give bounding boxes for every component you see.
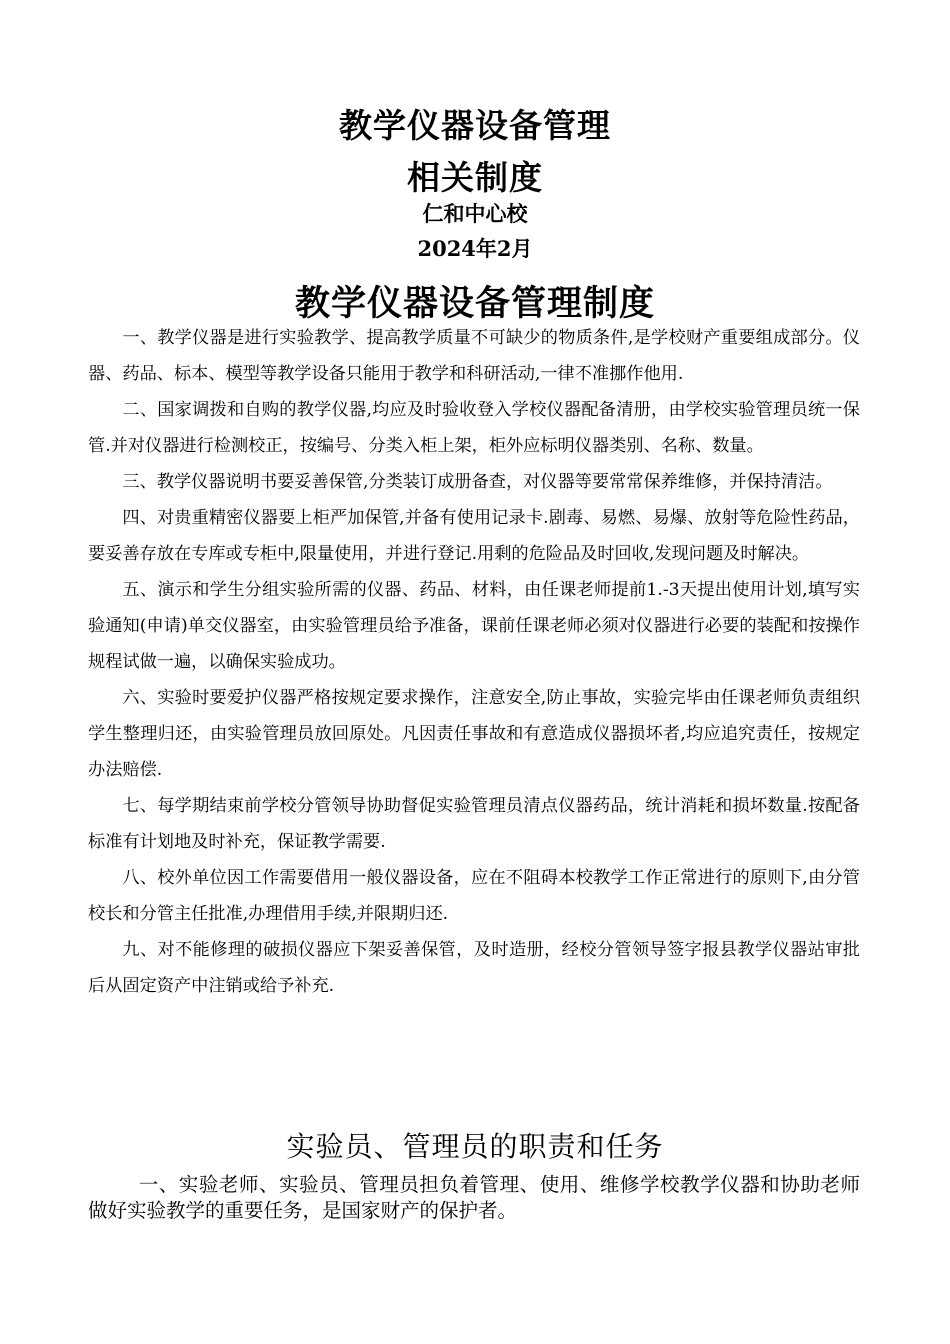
section1-paragraph-1: 一、教学仪器是进行实验教学、提高教学质量不可缺少的物质条件,是学校财产重要组成部分。仪器、药品、标本、模型等教学设备只能用于教学和科研活动,一律不准挪作他用. xyxy=(88,328,860,384)
section1-paragraph-7: 七、每学期结束前学校分管领导协助督促实验管理员清点仪器药品，统计消耗和损坏数量.按配备标准有计划地及时补充，保证教学需要. xyxy=(88,796,860,852)
section1-body xyxy=(88,320,860,1004)
section1-heading: 教学仪器设备管理制度 xyxy=(294,283,655,324)
section1-paragraph-4: 四、对贵重精密仪器要上柜严加保管,并备有使用记录卡.剧毒、易燃、易爆、放射等危险性药品，要妥善存放在专库或专柜中,限量使用，并进行登记.用剩的危险品及时回收,发现问题及时解决。 xyxy=(88,508,860,564)
section1-paragraph-8: 八、校外单位因工作需要借用一般仪器设备，应在不阻碍本校教学工作正常进行的原则下,由分管校长和分管主任批准,办理借用手续,并限期归还. xyxy=(88,868,860,924)
document-title-line2: 相关制度 xyxy=(407,158,543,197)
section2-heading: 实验员、管理员的职责和任务 xyxy=(286,1130,664,1163)
section1-paragraph-2: 二、国家调拨和自购的教学仪器,均应及时验收登入学校仪器配备清册，由学校实验管理员统一保管.并对仪器进行检测校正，按编号、分类入柜上架，柜外应标明仪器类别、名称、数量。 xyxy=(88,400,860,456)
section2-paragraph-1: 一、实验老师、实验员、管理员担负着管理、使用、维修学校教学仪器和协助老师做好实验教学的重要任务，是国家财产的保护者。 xyxy=(88,1173,860,1222)
section1-paragraph-6: 六、实验时要爱护仪器严格按规定要求操作，注意安全,防止事故，实验完毕由任课老师负责组织学生整理归还，由实验管理员放回原处。凡因责任事故和有意造成仪器损坏者,均应追究责任，按规定办法赔偿. xyxy=(88,688,860,780)
organization-name: 仁和中心校 xyxy=(422,201,528,226)
document-date: 2024年2月 xyxy=(417,236,533,261)
document-title-line1: 教学仪器设备管理 xyxy=(339,106,611,145)
section1-paragraph-9: 九、对不能修理的破损仪器应下架妥善保管，及时造册，经校分管领导签字报县教学仪器站审批后从固定资产中注销或给予补充. xyxy=(88,940,860,996)
section2-body xyxy=(88,1172,860,1224)
section1-paragraph-5: 五、演示和学生分组实验所需的仪器、药品、材料，由任课老师提前1.-3天提出使用计划,填写实验通知(申请)单交仪器室，由实验管理员给予准备，课前任课老师必须对仪器进行必要的装配和按操作规程试做一遍，以确保实验成功。 xyxy=(88,580,860,672)
section1-paragraph-3: 三、教学仪器说明书要妥善保管,分类装订成册备查，对仪器等要常常保养维修，并保持清洁。 xyxy=(122,472,833,492)
